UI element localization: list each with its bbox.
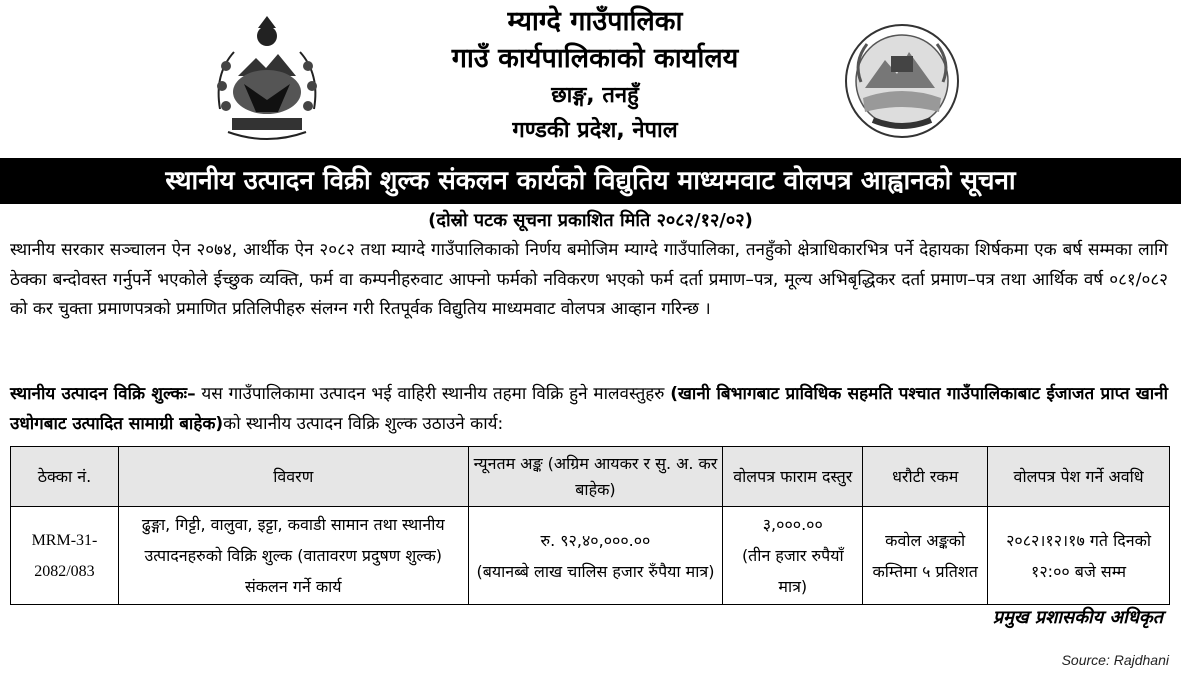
local-product-fee-paragraph <box>10 380 1168 439</box>
notice-title-banner: स्थानीय उत्पादन विक्री शुल्क संकलन कार्यको विद्युतिय माध्यमवाट वोलपत्र आह्वानको सूचना <box>0 158 1181 204</box>
notice-header <box>0 0 1181 158</box>
cell-deadline: २०८२।१२।१७ गते दिनको १२:०० बजे सम्म <box>988 507 1170 605</box>
municipality-name: म्याग्दे गाउँपालिका <box>507 6 683 37</box>
header-description: विवरण <box>118 447 468 507</box>
cell-description: ढुङ्गा, गिट्टी, वालुवा, इट्टा, कवाडी सामान तथा स्थानीय उत्पादनहरुको विक्रि शुल्क (वातावरण प्रदुषण शुल्क) संकलन गर्ने कार्य <box>118 507 468 605</box>
fee-task: को स्थानीय उत्पादन विक्रि शुल्क उठाउने कार्य: <box>223 413 504 434</box>
table-row <box>11 507 1170 605</box>
min-amount-words: (बयानब्बे लाख चालिस हजार रुँपैया मात्र) <box>476 561 715 581</box>
cell-min-amount <box>468 507 723 605</box>
min-amount-value: रु. ९२,४०,०००.०० <box>540 530 651 550</box>
office-location: छाङ्ग, तनहुँ <box>551 83 639 108</box>
header-deadline: वोलपत्र पेश गर्ने अवधि <box>988 447 1170 507</box>
signatory-title: प्रमुख प्रशासकीय अधिकृत <box>992 607 1163 628</box>
fee-heading: स्थानीय उत्पादन विक्रि शुल्कः– <box>10 384 196 404</box>
fee-exclusion: (खानी बिभागबाट प्राविधिक सहमति पश्चात गाउँपालिकाबाट ईजाजत प्राप्त खानी उधोगबाट उत्पादित सामाग्री बाहेक) <box>10 384 1168 434</box>
header-min-amount: न्यूनतम अङ्क (अग्रिम आयकर र सु. अ. कर बाहेक) <box>468 447 723 507</box>
header-form-fee: वोलपत्र फाराम दस्तुर <box>723 447 863 507</box>
header-deposit: धरौटी रकम <box>863 447 988 507</box>
header-contract-no: ठेक्का नं. <box>11 447 119 507</box>
cell-contract-no: MRM-31-2082/083 <box>11 507 119 605</box>
publication-date-note: (दोस्रो पटक सूचना प्रकाशित मिति २०८२/१२/०२) <box>428 210 753 231</box>
form-fee-words: (तीन हजार रुपैयाँ मात्र) <box>741 546 844 596</box>
form-fee-value: ३,०००.०० <box>762 515 823 534</box>
myagde-municipality-logo-icon <box>843 22 961 140</box>
notice-body-paragraph: स्थानीय सरकार सञ्चालन ऐन २०७४, आर्थीक ऐन २०८२ तथा म्याग्दे गाउँपालिकाको निर्णय बमोजिम म्याग्दे गाउँपालिका, तनहुँको क्षेत्राधिकारभित्र पर्ने देहायका शिर्षकमा एक बर्ष सम्मका लागि ठेक्का बन्दोवस्त गर्नुपर्ने भएकोले ईच्छुक व्यक्ति, फर्म वा कम्पनीहरुवाट आफ्नो फर्मको नविकरण भएको फर्म दर्ता प्रमाण–पत्र, मूल्य अभिबृद्धिकर दर्ता प्रमाण–पत्र तथा आर्थिक वर्ष ०८१/०८२ को कर चुक्ता प्रमाणपत्रको प्रमाणित प्रतिलिपीहरु संलग्न गरी रितपूर्वक विद्युतिय माध्यमवाट वोलपत्र आव्हान गरिन्छ । <box>10 240 1168 319</box>
fee-description: यस गाउँपालिकामा उत्पादन भई वाहिरी स्थानीय तहमा विक्रि हुने मालवस्तुहरु <box>195 384 671 404</box>
office-name: गाउँ कार्यपालिकाको कार्यालय <box>451 43 739 74</box>
province-country: गण्डकी प्रदेश, नेपाल <box>512 118 678 143</box>
office-heading <box>360 4 830 148</box>
tender-table <box>10 446 1170 605</box>
cell-form-fee <box>723 507 863 605</box>
cell-deposit: कवोल अङ्कको कम्तिमा ५ प्रतिशत <box>863 507 988 605</box>
table-header-row <box>11 447 1170 507</box>
nepal-government-emblem-icon <box>208 14 326 146</box>
source-credit: Source: Rajdhani <box>1061 652 1169 668</box>
